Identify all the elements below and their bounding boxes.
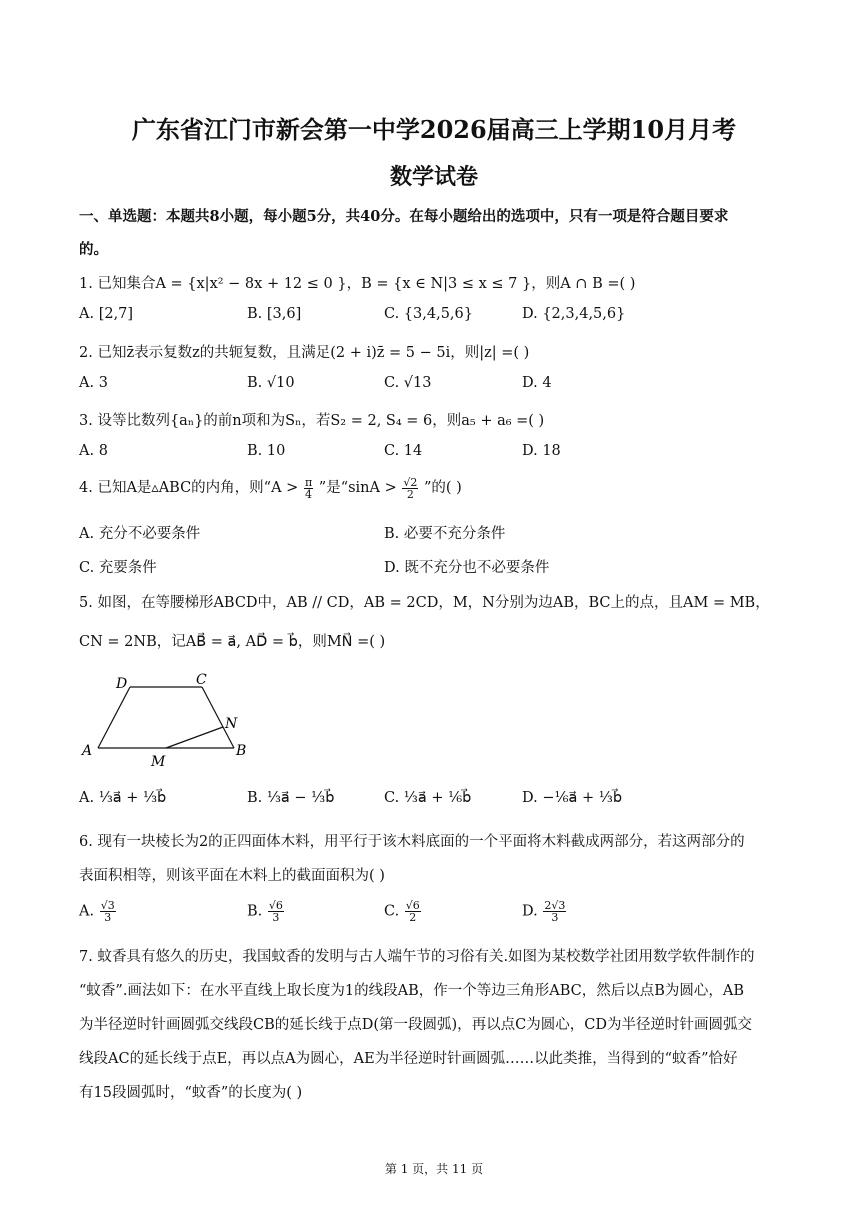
fraction-numerator: √6 bbox=[405, 899, 420, 912]
fraction-denominator: 2 bbox=[409, 911, 417, 924]
fraction-numerator: π bbox=[304, 475, 313, 489]
question-7-line2: “蚊香”.画法如下：在水平直线上取长度为1的线段AB，作一个等边三角形ABC，然后以点B为圆心，AB bbox=[79, 983, 745, 999]
fraction-denominator: 3 bbox=[551, 911, 559, 924]
option-fraction bbox=[405, 900, 421, 923]
question-4-stem bbox=[79, 476, 462, 500]
question-2-option-c: C. √13 bbox=[384, 375, 432, 391]
question-4-stem-pre: 4. 已知A是▵ABC的内角，则“A > bbox=[79, 480, 299, 496]
question-4-option-d: D. 既不充分也不必要条件 bbox=[384, 560, 550, 576]
question-4-option-b: B. 必要不充分条件 bbox=[384, 526, 506, 542]
page-footer: 第 1 页，共 11 页 bbox=[384, 1162, 484, 1176]
section-heading-line2: 的。 bbox=[79, 241, 108, 258]
question-1-option-a: A. [2,7] bbox=[79, 306, 134, 322]
question-4-option-a: A. 充分不必要条件 bbox=[79, 526, 201, 542]
question-5-stem-line2: CN = 2NB，记AB⃗ = a⃗, AD⃗ = b⃗，则MN⃗ =( ) bbox=[79, 634, 386, 650]
label-b: B bbox=[236, 743, 247, 759]
question-6-option-d bbox=[522, 900, 567, 923]
fraction-denominator: 3 bbox=[104, 911, 112, 924]
question-4-stem-post: ”的( ) bbox=[424, 480, 462, 496]
question-2-option-b: B. √10 bbox=[247, 375, 295, 391]
question-3-stem: 3. 设等比数列{aₙ}的前n项和为Sₙ，若S₂ = 2, S₄ = 6，则a₅ + a₆ =( ) bbox=[79, 413, 545, 429]
trapezoid-figure bbox=[76, 668, 266, 772]
question-7-line1: 7. 蚊香具有悠久的历史，我国蚊香的发明与古人端午节的习俗有关.如图为某校数学社团用数学软件制作的 bbox=[79, 949, 755, 965]
question-6-option-c bbox=[384, 900, 422, 923]
question-3-option-c: C. 14 bbox=[384, 443, 423, 459]
question-3-option-d: D. 18 bbox=[522, 443, 561, 459]
question-5-option-c: C. ⅓a⃗ + ⅙b⃗ bbox=[384, 790, 472, 806]
option-fraction bbox=[543, 900, 566, 923]
label-n: N bbox=[225, 716, 238, 732]
question-4-option-c: C. 充要条件 bbox=[79, 560, 157, 576]
fraction-numerator: √6 bbox=[268, 899, 283, 912]
question-4-stem-mid: ”是“sinA > bbox=[318, 480, 397, 496]
question-5-option-d: D. −⅙a⃗ + ⅓b⃗ bbox=[522, 790, 623, 806]
question-6-option-b bbox=[247, 900, 285, 923]
question-3-option-b: B. 10 bbox=[247, 443, 286, 459]
sqrt2-over-2-fraction bbox=[402, 477, 418, 500]
label-d: D bbox=[116, 676, 128, 692]
option-fraction bbox=[268, 900, 284, 923]
fraction-denominator: 4 bbox=[305, 487, 313, 501]
pi-over-4-fraction bbox=[304, 477, 313, 500]
fraction-denominator: 3 bbox=[272, 911, 280, 924]
option-letter: C. bbox=[384, 903, 400, 920]
exam-subtitle: 数学试卷 bbox=[389, 164, 478, 190]
question-6-option-a bbox=[79, 900, 117, 923]
question-6-stem-line1: 6. 现有一块棱长为2的正四面体木料，用平行于该木料底面的一个平面将木料截成两部分，若这两部分的 bbox=[79, 834, 745, 850]
option-fraction bbox=[100, 900, 116, 923]
label-a: A bbox=[82, 743, 93, 759]
question-7-line5: 有15段圆弧时，“蚊香”的长度为( ) bbox=[79, 1085, 303, 1101]
question-5-option-a: A. ⅓a⃗ + ⅓b⃗ bbox=[79, 790, 167, 806]
option-letter: D. bbox=[522, 903, 538, 920]
question-1-option-d: D. {2,3,4,5,6} bbox=[522, 306, 626, 322]
question-5-option-b: B. ⅓a⃗ − ⅓b⃗ bbox=[247, 790, 335, 806]
question-7-line4: 线段AC的延长线于点E，再以点A为圆心，AE为半径逆时针画圆弧……以此类推，当得到的“蚊香”恰好 bbox=[79, 1051, 738, 1067]
question-6-stem-line2: 表面积相等，则该平面在木料上的截面面积为( ) bbox=[79, 868, 385, 884]
exam-title: 广东省江门市新会第一中学2026届高三上学期10月月考 bbox=[131, 115, 737, 144]
option-letter: A. bbox=[79, 903, 95, 920]
question-2-option-d: D. 4 bbox=[522, 375, 552, 391]
question-1-option-c: C. {3,4,5,6} bbox=[384, 306, 473, 322]
fraction-numerator: √2 bbox=[403, 475, 418, 489]
option-letter: B. bbox=[247, 903, 263, 920]
question-5-stem-line1: 5. 如图，在等腰梯形ABCD中，AB // CD，AB = 2CD，M，N分别为边AB，BC上的点，且AM = MB， bbox=[79, 595, 770, 611]
question-2-stem: 2. 已知z̄表示复数z的共轭复数，且满足(2 + i)z̄ = 5 − 5i，则|z| =( ) bbox=[79, 345, 530, 361]
question-7-line3: 为半径逆时针画圆弧交线段CB的延长线于点D(第一段圆弧)，再以点C为圆心，CD为半径逆时针画圆弧交 bbox=[79, 1017, 753, 1033]
question-3-option-a: A. 8 bbox=[79, 443, 108, 459]
fraction-numerator: √3 bbox=[100, 899, 115, 912]
fraction-denominator: 2 bbox=[406, 487, 414, 501]
question-2-option-a: A. 3 bbox=[79, 375, 108, 391]
label-c: C bbox=[196, 672, 207, 688]
label-m: M bbox=[151, 754, 166, 770]
question-1-option-b: B. [3,6] bbox=[247, 306, 302, 322]
fraction-numerator: 2√3 bbox=[544, 899, 566, 912]
question-1-stem: 1. 已知集合A = {x|x² − 8x + 12 ≤ 0 }，B = {x ∈ N|3 ≤ x ≤ 7 }，则A ∩ B =( ) bbox=[79, 276, 636, 292]
section-heading-line1: 一、单选题：本题共8小题，每小题5分，共40分。在每小题给出的选项中，只有一项是符合题目要求 bbox=[79, 208, 729, 225]
